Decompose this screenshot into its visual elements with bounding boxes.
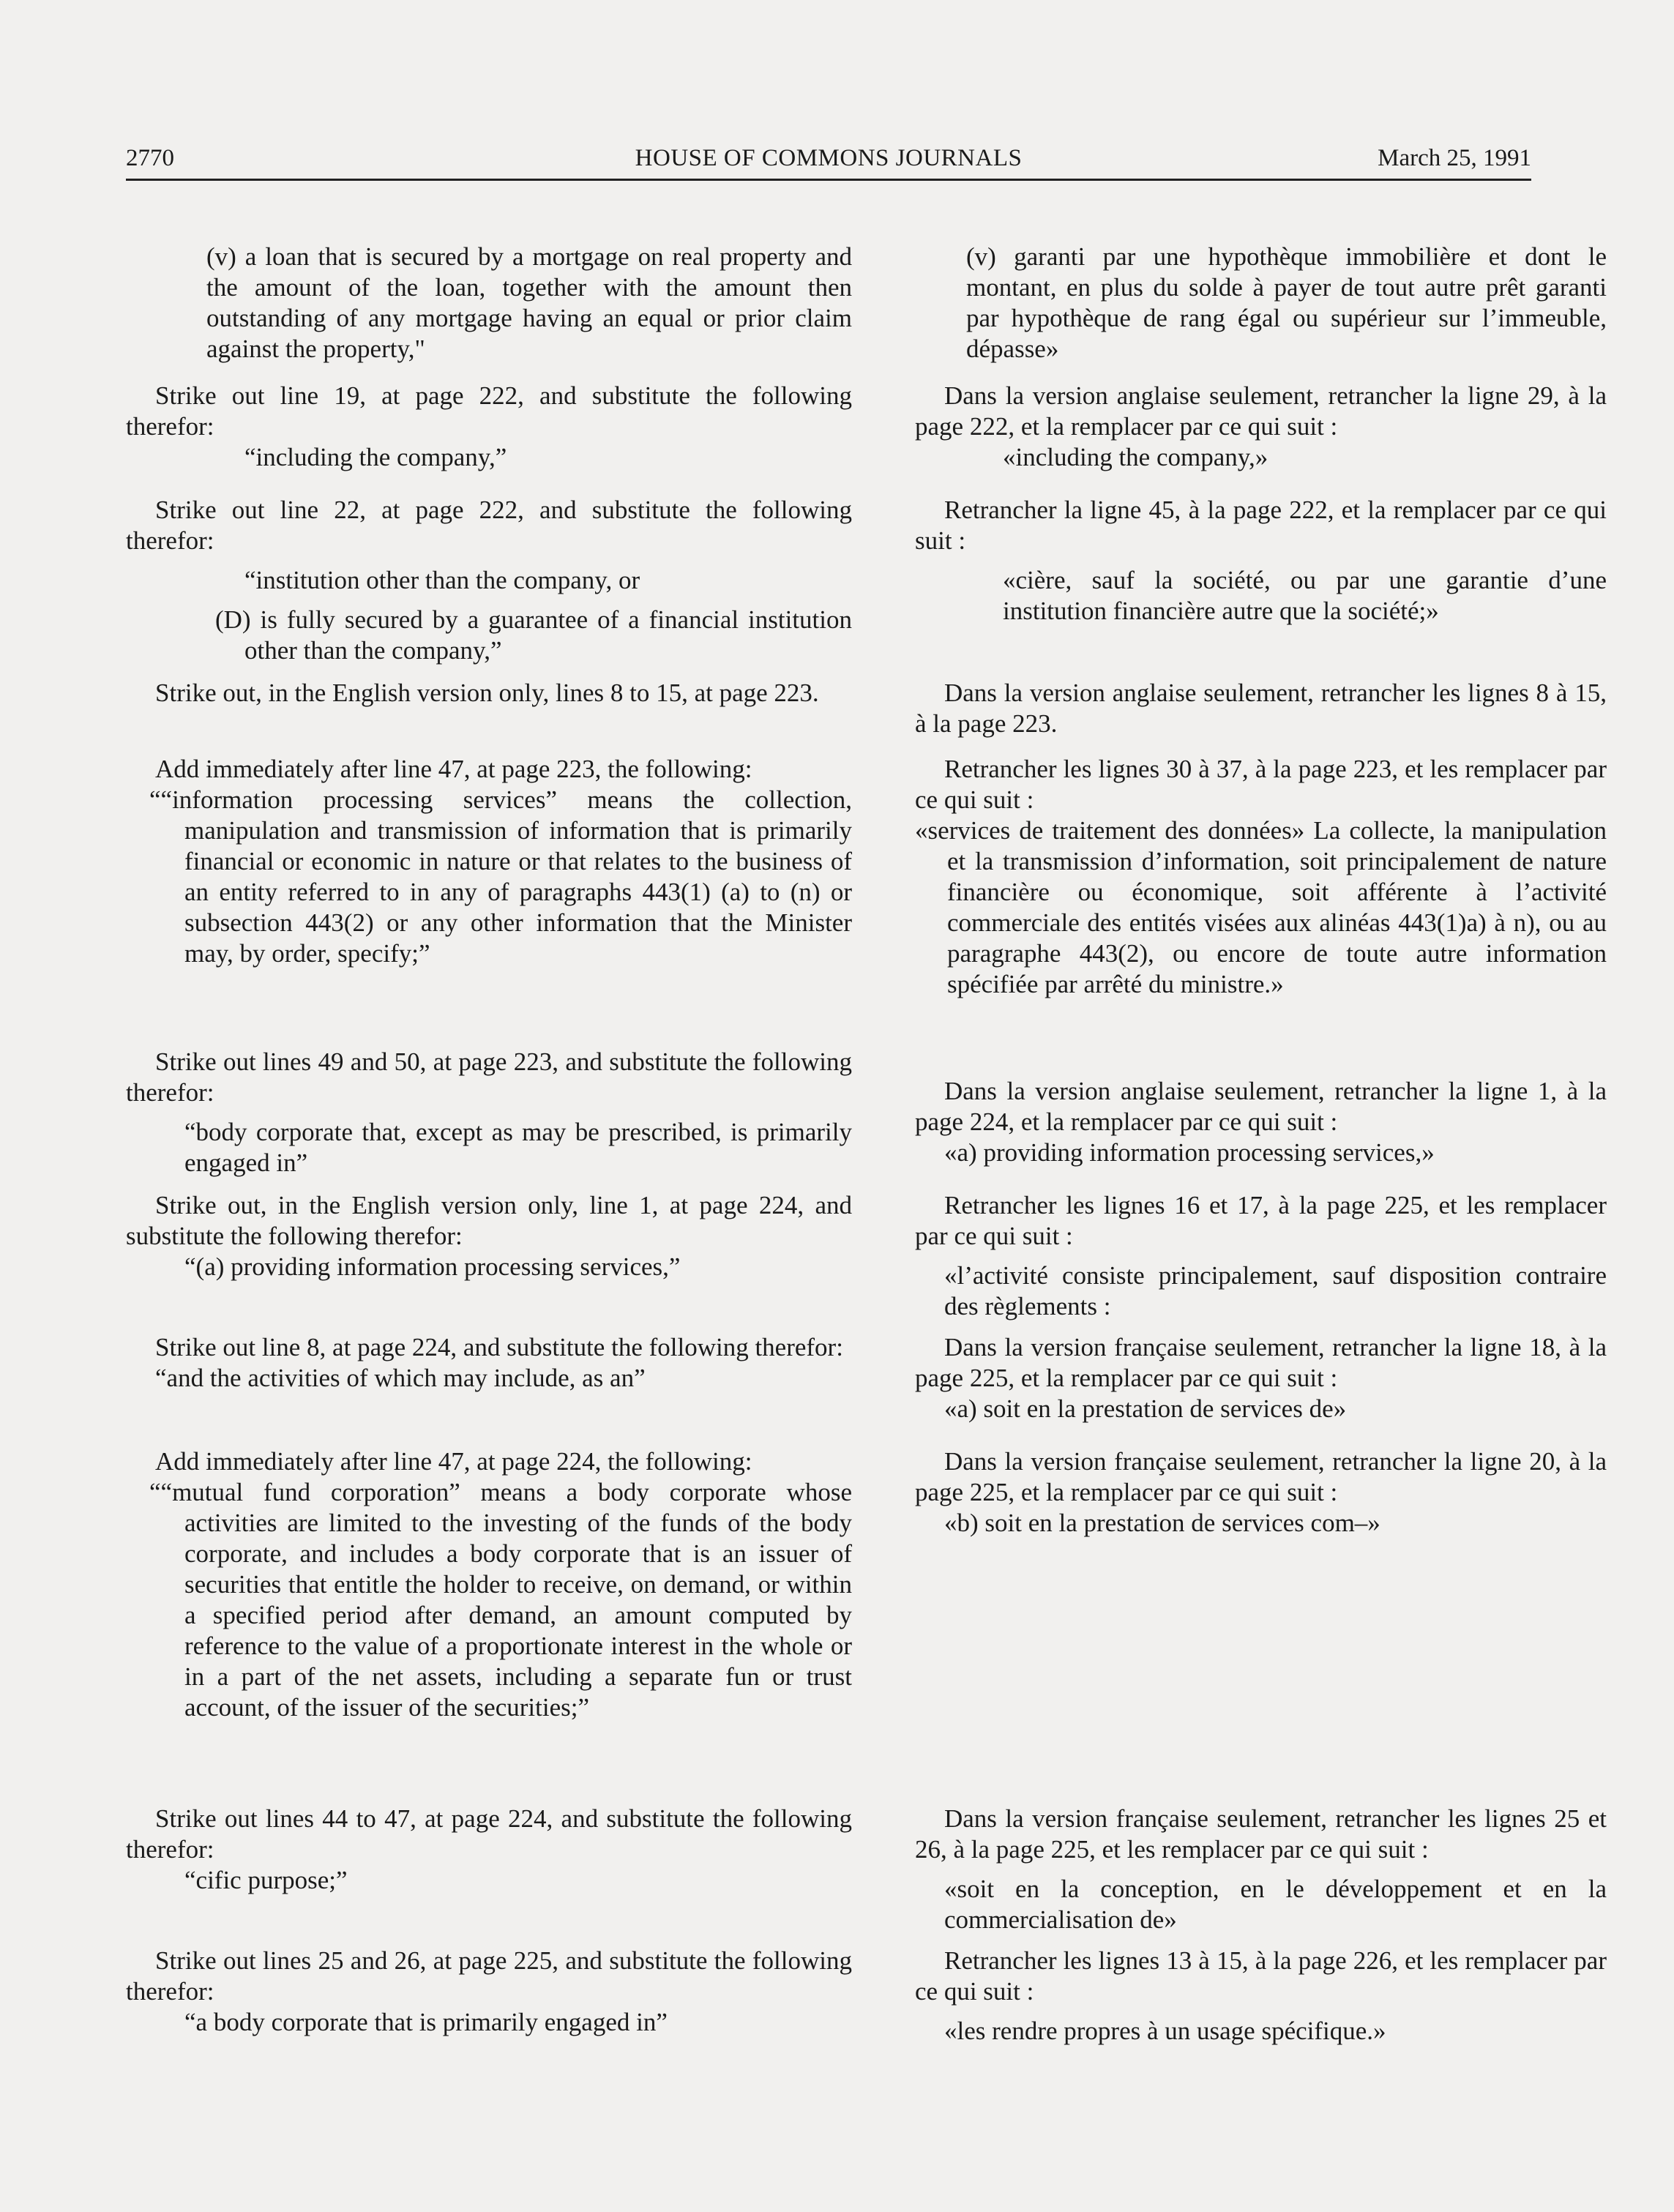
en-block-4 — [126, 678, 852, 709]
fr-block-1 — [915, 242, 1607, 365]
fr-block-8 — [915, 1332, 1607, 1424]
fr-instruction-11: Retrancher les lignes 13 à 15, à la page 226, et les remplacer par ce qui suit : — [915, 1946, 1607, 2006]
en-block-6 — [126, 1047, 852, 1178]
en-instruction-3: Strike out line 22, at page 222, and substitute the following therefor: — [126, 496, 852, 555]
fr-instruction-4: Dans la version anglaise seulement, retrancher les lignes 8 à 15, à la page 223. — [915, 679, 1607, 738]
en-quote-6: “body corporate that, except as may be prescribed, is primarily engaged in” — [184, 1118, 852, 1177]
fr-quote-10: «soit en la conception, en le développement et en la commercialisation de» — [944, 1875, 1607, 1934]
fr-quote-6: «a) providing information processing services,» — [944, 1138, 1435, 1167]
fr-block-7 — [915, 1190, 1607, 1322]
journal-title: HOUSE OF COMMONS JOURNALS — [635, 145, 1023, 171]
en-instruction-9: Add immediately after line 47, at page 224, the following: — [155, 1447, 752, 1476]
en-instruction-2: Strike out line 19, at page 222, and substitute the following therefor: — [126, 381, 852, 441]
fr-quote-2: «including the company,» — [1003, 443, 1268, 471]
en-quote-9: ““mutual fund corporation” means a body corporate whose activities are limited to the investing of the funds of the body corporate, and includes a body corporate that is an issuer of securities that entitle the holder to receive, on demand, or within a specified period after demand, an amount computed by reference to the value of a proportionate interest in the whole or in a part of the net assets, including a separate fun or trust account, of the issuer of the securities;” — [149, 1478, 852, 1722]
page-header — [126, 145, 1531, 181]
en-block-1 — [126, 242, 852, 365]
fr-instruction-3: Retrancher la ligne 45, à la page 222, et la remplacer par ce qui suit : — [915, 496, 1607, 555]
en-block-11 — [126, 1946, 852, 2038]
en-instruction-8: Strike out line 8, at page 224, and substitute the following therefor: — [155, 1333, 843, 1361]
fr-quote-8: «a) soit en la prestation de services de» — [944, 1394, 1347, 1423]
en-instruction-6: Strike out lines 49 and 50, at page 223, and substitute the following therefor: — [126, 1047, 852, 1107]
en-block-2 — [126, 381, 852, 473]
en-quote-3a: “institution other than the company, or — [244, 566, 640, 594]
fr-quote-11: «les rendre propres à un usage spécifique.» — [944, 2017, 1386, 2045]
en-block-7 — [126, 1190, 852, 1282]
fr-block-3 — [915, 495, 1607, 627]
en-block-10 — [126, 1804, 852, 1896]
fr-instruction-10: Dans la version française seulement, retrancher les lignes 25 et 26, à la page 225, et les remplacer par ce qui suit : — [915, 1804, 1607, 1864]
en-instruction-10: Strike out lines 44 to 47, at page 224, and substitute the following therefor: — [126, 1804, 852, 1864]
en-quote-5: ““information processing services” means the collection, manipulation and transmission of information that is primarily financial or economic in nature or that relates to the business of an entity referred to in any of paragraphs 443(1) (a) to (n) or subsection 443(2) or any other information that the Minister may, by order, specify;” — [149, 785, 852, 968]
page-number: 2770 — [126, 145, 174, 171]
en-clause-v: (v) a loan that is secured by a mortgage on real property and the amount of the loan, together with the amount then outstanding of any mortgage having an equal or prior claim against the property," — [206, 242, 852, 363]
en-quote-7: “(a) providing information processing services,” — [184, 1252, 681, 1281]
fr-block-5 — [915, 754, 1607, 1000]
fr-quote-3: «cière, sauf la société, ou par une garantie d’une institution financière autre que la société;» — [1003, 566, 1607, 625]
en-quote-8: “and the activities of which may include, as an” — [155, 1364, 646, 1392]
en-instruction-4: Strike out, in the English version only, lines 8 to 15, at page 223. — [155, 679, 819, 707]
fr-block-9 — [915, 1446, 1607, 1539]
fr-instruction-9: Dans la version française seulement, retrancher la ligne 20, à la page 225, et la remplacer par ce qui suit : — [915, 1447, 1607, 1506]
fr-block-6 — [915, 1076, 1607, 1168]
en-block-5 — [126, 754, 852, 969]
fr-instruction-6: Dans la version anglaise seulement, retrancher la ligne 1, à la page 224, et la remplacer par ce qui suit : — [915, 1077, 1607, 1136]
fr-quote-7: «l’activité consiste principalement, sauf disposition contraire des règlements : — [944, 1261, 1607, 1320]
fr-instruction-5: Retrancher les lignes 30 à 37, à la page 223, et les remplacer par ce qui suit : — [915, 755, 1607, 814]
fr-instruction-7: Retrancher les lignes 16 et 17, à la page 225, et les remplacer par ce qui suit : — [915, 1191, 1607, 1250]
fr-block-4 — [915, 678, 1607, 739]
fr-clause-v: (v) garanti par une hypothèque immobilière et dont le montant, en plus du solde à payer de tout autre prêt garanti par hypothèque de rang égal ou supérieur sur l’immeuble, dépasse» — [966, 242, 1607, 363]
en-quote-2: “including the company,” — [244, 443, 507, 471]
fr-quote-9: «b) soit en la prestation de services com–» — [944, 1509, 1380, 1537]
journal-date: March 25, 1991 — [1378, 145, 1531, 171]
en-instruction-7: Strike out, in the English version only, line 1, at page 224, and substitute the following therefor: — [126, 1191, 852, 1250]
fr-block-2 — [915, 381, 1607, 473]
en-instruction-11: Strike out lines 25 and 26, at page 225, and substitute the following therefor: — [126, 1946, 852, 2006]
en-quote-10: “cific purpose;” — [184, 1866, 348, 1894]
en-block-9 — [126, 1446, 852, 1723]
en-quote-11: “a body corporate that is primarily engaged in” — [184, 2008, 668, 2036]
fr-instruction-2: Dans la version anglaise seulement, retrancher la ligne 29, à la page 222, et la remplacer par ce qui suit : — [915, 381, 1607, 441]
fr-instruction-8: Dans la version française seulement, retrancher la ligne 18, à la page 225, et la remplacer par ce qui suit : — [915, 1333, 1607, 1392]
fr-block-10 — [915, 1804, 1607, 1935]
fr-quote-5: «services de traitement des données» La collecte, la manipulation et la transmission d’information, soit principalement de nature financière ou économique, soit afférente à l’activité commerciale des entités visées aux alinéas 443(1)a) à n), ou au paragraphe 443(2), ou encore de toute autre information spécifiée par arrêté du ministre.» — [915, 816, 1607, 998]
en-quote-3b: (D) is fully secured by a guarantee of a financial institution other than the company,” — [215, 605, 852, 665]
en-block-8 — [126, 1332, 852, 1394]
en-block-3 — [126, 495, 852, 666]
en-instruction-5: Add immediately after line 47, at page 223, the following: — [155, 755, 752, 783]
fr-block-11 — [915, 1946, 1607, 2047]
